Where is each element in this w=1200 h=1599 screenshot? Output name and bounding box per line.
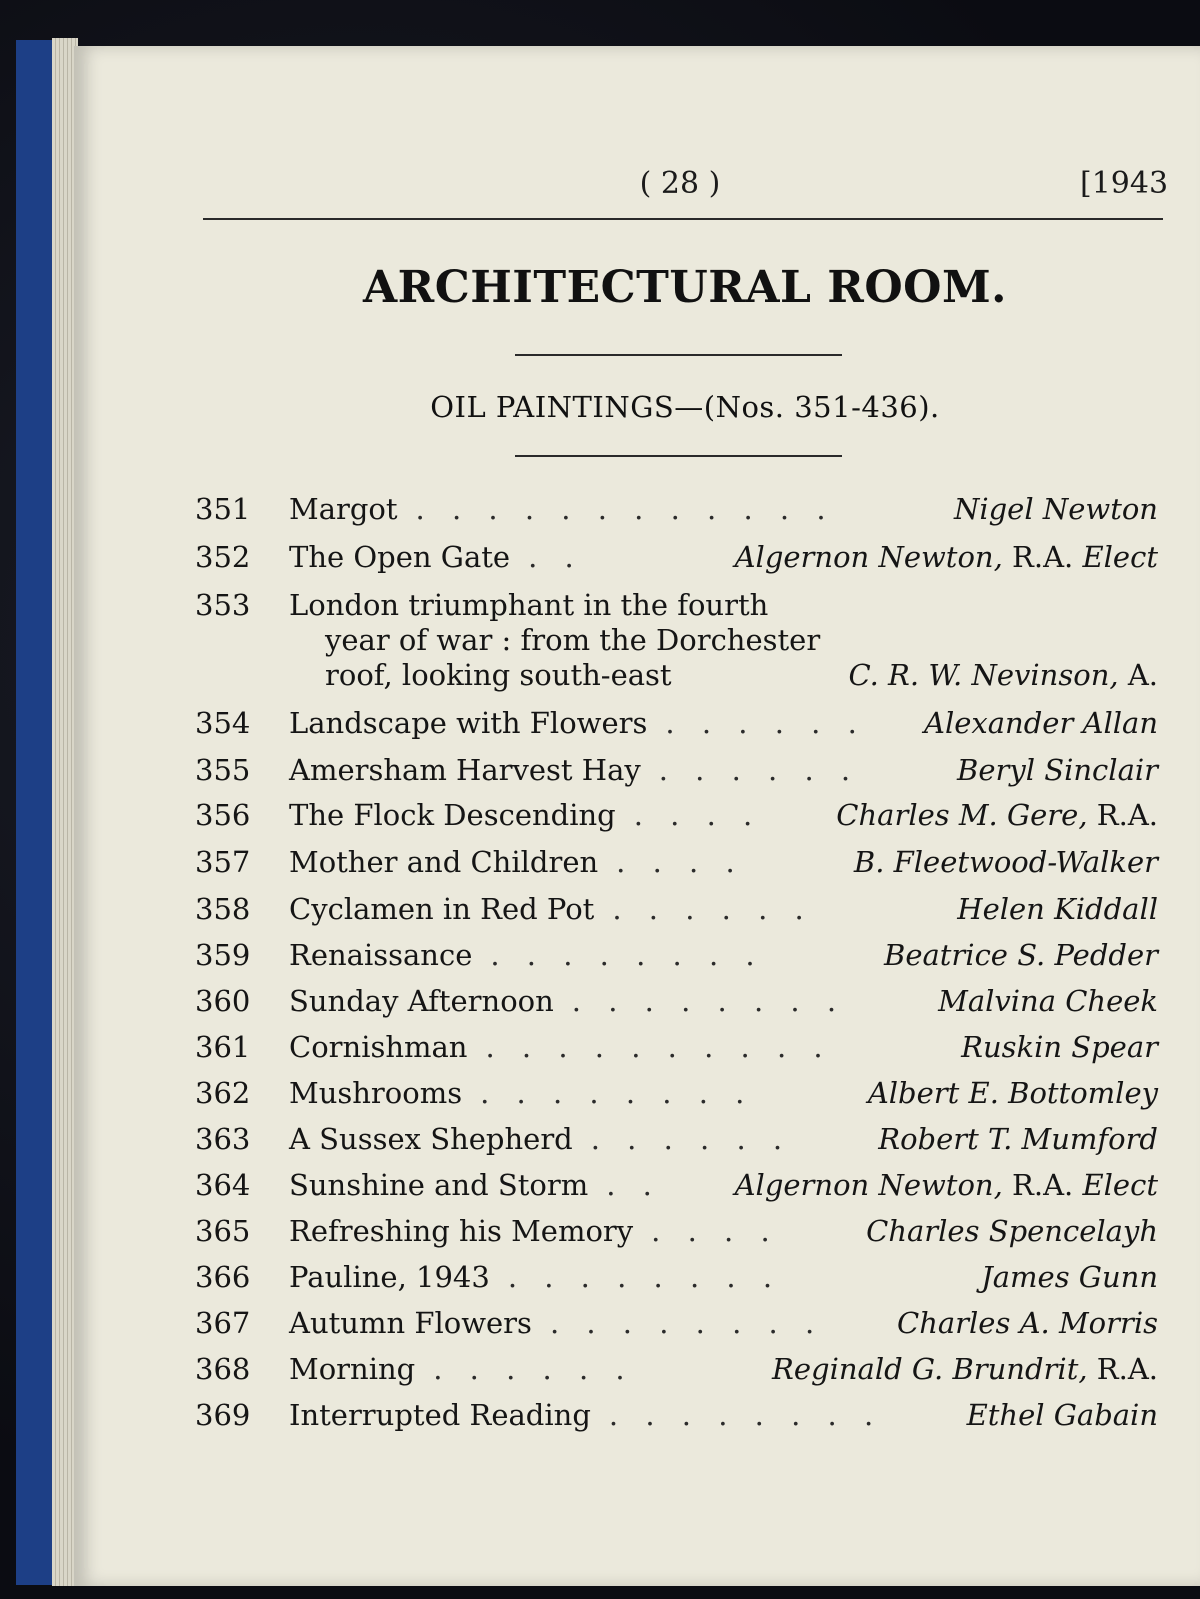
artist-name: Charles Spencelayh	[866, 1214, 1158, 1248]
artist-name: Alexander Allan	[924, 706, 1158, 740]
artist-name: Malvina Cheek	[938, 984, 1158, 1018]
entry-number: 353	[195, 588, 251, 622]
leader-dots: . . . .	[633, 798, 762, 832]
entry-title: A Sussex Shepherd	[289, 1122, 573, 1156]
entry-number: 356	[195, 798, 251, 832]
artist-name: Helen Kiddall	[957, 892, 1158, 926]
artist-name: Ethel Gabain	[966, 1398, 1158, 1432]
entry-artist	[868, 1076, 1158, 1110]
entry-number: 359	[195, 938, 251, 972]
section-title: OIL PAINTINGS—(Nos. 351-436).	[430, 390, 940, 424]
room-title: ARCHITECTURAL ROOM.	[363, 262, 1007, 313]
entry-title: Sunshine and Storm	[289, 1168, 589, 1202]
entry-number: 354	[195, 706, 251, 740]
entry-title: Mother and Children	[289, 845, 599, 879]
entry-number: 351	[195, 492, 251, 526]
entry-title: Interrupted Reading	[289, 1398, 591, 1432]
artist-name: Nigel Newton	[953, 492, 1158, 526]
leader-dots: . . . . . .	[612, 892, 813, 926]
artist-name: C. R. W. Nevinson,	[848, 658, 1119, 692]
entry-title: Cornishman	[289, 1030, 468, 1064]
artist-name: B. Fleetwood-Walker	[853, 845, 1158, 879]
entry-artist	[848, 658, 1158, 692]
entry-number: 355	[195, 753, 251, 787]
artist-name: Robert T. Mumford	[878, 1122, 1158, 1156]
artist-honour: R.A.	[1002, 1168, 1074, 1202]
artist-honour: R.A.	[1002, 540, 1074, 574]
entry-number: 369	[195, 1398, 251, 1432]
leader-dots: . . . . . . . .	[490, 938, 764, 972]
leader-dots: . . . . . .	[665, 706, 866, 740]
leader-dots: . . . .	[616, 845, 744, 879]
entry-number: 362	[195, 1076, 251, 1110]
entry-artist	[884, 938, 1158, 972]
artist-name: James Gunn	[981, 1260, 1158, 1294]
artist-name: Reginald G. Brundrit,	[772, 1352, 1088, 1386]
artist-honour: R.A.	[1087, 1352, 1158, 1386]
entry-title-line: roof, looking south-east	[325, 658, 672, 692]
entry-number: 367	[195, 1306, 251, 1340]
entry-title-line: London triumphant in the fourth	[289, 588, 769, 622]
entry-title: Mushrooms	[289, 1076, 463, 1110]
artist-name: Charles A. Morris	[897, 1306, 1158, 1340]
artist-name: Beryl Sinclair	[957, 753, 1158, 787]
leader-dots: . . . . . . . .	[571, 984, 846, 1018]
entry-title: Margot	[289, 492, 398, 526]
entry-title: Morning	[289, 1352, 416, 1386]
artist-name: Algernon Newton,	[734, 1168, 1003, 1202]
leader-dots: . . . . . .	[658, 753, 860, 787]
page-number: ( 28 )	[639, 166, 721, 201]
leader-dots: . . . . . . . .	[480, 1076, 754, 1110]
leader-dots: . . . . . . . .	[549, 1306, 824, 1340]
artist-name: Charles M. Gere,	[836, 798, 1088, 832]
leader-dots: . . . . . .	[590, 1122, 792, 1156]
artist-name: Beatrice S. Pedder	[884, 938, 1158, 972]
leader-dots: . . . . . . . . . . . .	[415, 492, 835, 526]
artist-honour-elect: Elect	[1073, 1168, 1158, 1202]
entry-title-line: year of war : from the Dorchester	[325, 623, 821, 657]
entry-artist	[961, 1030, 1158, 1064]
leader-dots: . . . . . . . .	[507, 1260, 782, 1294]
leader-dots: . .	[528, 540, 583, 574]
entry-title: Sunday Afternoon	[289, 984, 554, 1018]
entry-title: Autumn Flowers	[289, 1306, 532, 1340]
entry-title: Pauline, 1943	[289, 1260, 490, 1294]
entry-artist	[954, 492, 1158, 526]
artist-honour: A.	[1118, 658, 1158, 692]
leader-dots: . . . .	[651, 1214, 779, 1248]
entry-title	[289, 588, 929, 693]
entry-number: 365	[195, 1214, 251, 1248]
entry-number: 357	[195, 845, 251, 879]
entry-title: The Flock Descending	[289, 798, 616, 832]
year-mark: [1943	[1080, 166, 1169, 201]
leader-dots: . . . . . .	[433, 1352, 634, 1386]
entry-title: The Open Gate	[289, 540, 511, 574]
entry-artist	[981, 1260, 1158, 1294]
leader-dots: . . . . . . . .	[608, 1398, 883, 1432]
entry-title: Landscape with Flowers	[289, 706, 648, 740]
entry-number: 352	[195, 540, 251, 574]
entry-number: 364	[195, 1168, 251, 1202]
entry-number: 358	[195, 892, 251, 926]
leader-dots: . . . . . . . . . .	[485, 1030, 832, 1064]
artist-name: Albert E. Bottomley	[867, 1076, 1158, 1110]
entry-number: 366	[195, 1260, 251, 1294]
entry-title: Renaissance	[289, 938, 473, 972]
entry-title: Refreshing his Memory	[289, 1214, 634, 1248]
artist-honour: R.A.	[1087, 798, 1158, 832]
entry-number: 363	[195, 1122, 251, 1156]
entry-number: 361	[195, 1030, 251, 1064]
leader-dots: . .	[606, 1168, 661, 1202]
artist-name: Ruskin Spear	[961, 1030, 1158, 1064]
entry-number: 368	[195, 1352, 251, 1386]
artist-honour-elect: Elect	[1073, 540, 1158, 574]
artist-name: Algernon Newton,	[734, 540, 1003, 574]
entry-title: Cyclamen in Red Pot	[289, 892, 595, 926]
entry-title: Amersham Harvest Hay	[289, 753, 641, 787]
entry-number: 360	[195, 984, 251, 1018]
